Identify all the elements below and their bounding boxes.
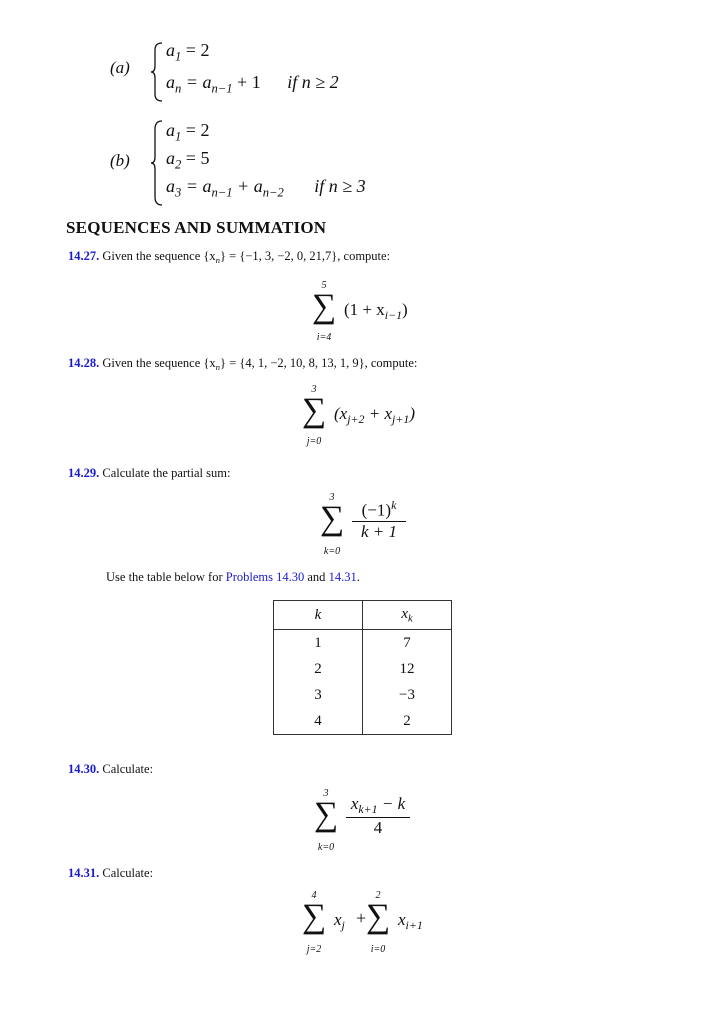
problem-14-30: 14.30. Calculate: bbox=[68, 762, 154, 776]
sigma-symbol: ∑ bbox=[314, 796, 339, 833]
table-header-k: k bbox=[274, 601, 363, 630]
recurrence-a-line-2: $a_n = a_{n-1} + 1$ if n ≥ 2 bbox=[166, 72, 339, 96]
table-row: 2 12 bbox=[274, 656, 451, 682]
problem-number: 14.28. bbox=[68, 356, 100, 370]
recurrence-a-line-1: $a_1 = 2$ bbox=[166, 40, 210, 64]
formula-14-29: 3 ∑ k=0 $\frac{(-1)^k}{k + 1}$ bbox=[318, 492, 428, 562]
problem-14-28: 14.28. Given the sequence $\{x_n\} = \{4$, 1, −2, 10, 8, 13, 1, 9}, compute: bbox=[68, 356, 418, 373]
formula-14-27: 5 ∑ i=4 $(1 + x_{i-1})$ bbox=[312, 280, 408, 343]
link-14-31[interactable]: 14.31 bbox=[328, 570, 357, 584]
table-header-row bbox=[274, 601, 451, 630]
link-problems-14-30[interactable]: Problems 14.30 bbox=[225, 570, 305, 584]
data-table bbox=[273, 600, 452, 735]
formula-14-28: 3 ∑ j=0 $(x_{j+2} + x_{j+1})$ bbox=[302, 384, 415, 447]
problem-number: 14.27. bbox=[68, 249, 100, 263]
recurrence-b-label: (b) bbox=[110, 151, 130, 170]
recurrence-b bbox=[100, 118, 420, 208]
recurrence-b-line-1: $a_1 = 2$ bbox=[166, 120, 210, 144]
left-brace-icon bbox=[150, 42, 164, 102]
sigma-symbol: ∑ bbox=[302, 392, 327, 429]
problem-14-27: 14.27. Given the sequence $\{x_n\} = \{-1$, 3, −2, 0, 21,7}, compute: bbox=[68, 249, 391, 266]
formula-14-31: 4 ∑ j=2 $x_j$ + 2 ∑ i=0 $x_{i+1}$ bbox=[302, 890, 423, 955]
table-row: 3 −3 bbox=[274, 682, 451, 708]
formula-14-30: 3 ∑ k=0 $\frac{x_{k+1} - k}{4}$ bbox=[312, 788, 432, 858]
recurrence-a-label: (a) bbox=[110, 58, 130, 77]
sigma-symbol: ∑ bbox=[366, 898, 391, 935]
section-heading: SEQUENCES AND SUMMATION bbox=[66, 218, 327, 237]
sigma-symbol: ∑ bbox=[320, 500, 345, 537]
problem-number: 14.30. bbox=[68, 762, 100, 776]
table-row: 4 2 bbox=[274, 708, 451, 734]
recurrence-b-line-2: $a_2 = 5$ bbox=[166, 148, 210, 172]
problem-number: 14.29. bbox=[68, 466, 100, 480]
problem-14-31: 14.31. Calculate: bbox=[68, 866, 154, 880]
sigma-symbol: ∑ bbox=[312, 288, 337, 325]
left-brace-icon bbox=[150, 120, 164, 206]
recurrence-b-line-3: $a_3 = a_{n-1} + a_{n-2}$ if n ≥ 3 bbox=[166, 176, 366, 200]
problem-14-29: 14.29. Calculate the partial sum: bbox=[68, 466, 231, 480]
table-row: 1 7 bbox=[274, 630, 451, 657]
table-intro: Use the table below for Problems 14.30 and 14.31. bbox=[106, 570, 360, 584]
table-header-xk: $x_k$ bbox=[363, 601, 452, 630]
sigma-symbol: ∑ bbox=[302, 898, 327, 935]
problem-number: 14.31. bbox=[68, 866, 100, 880]
recurrence-a bbox=[100, 38, 400, 108]
